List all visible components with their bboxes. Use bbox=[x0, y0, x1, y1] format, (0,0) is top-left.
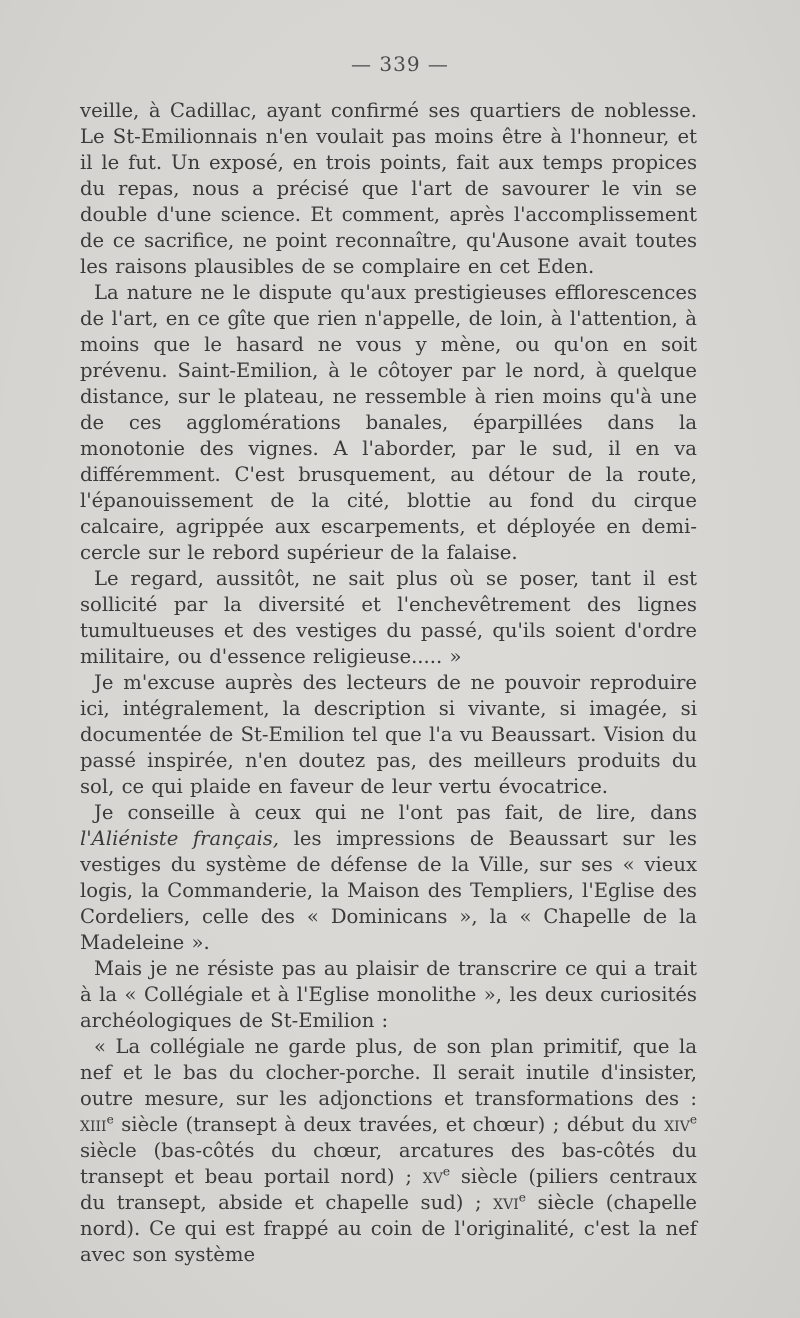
page-number: — 339 — bbox=[351, 52, 449, 76]
paragraph: veille, à Cadillac, ayant confirmé ses quartiers de noblesse. Le St-Emilionnais n'en voulait pas moins être à l'honneur, et il le fut. Un exposé, en trois points, fait aux temps propices du repas, nous a précisé que l'art de savourer le vin se double d'une science. Et comment, après l'accomplissement de ce sacrifice, ne point reconnaître, qu'Ausone avait toutes les raisons plausibles de se complaire en cet Eden. bbox=[80, 99, 697, 278]
text-run: siècle (chapelle nord). Ce qui est frappé au coin de l'originalité, c'est la nef avec son système bbox=[80, 1191, 697, 1266]
text-run: e bbox=[689, 1112, 697, 1127]
paragraph: Je m'excuse auprès des lecteurs de ne pouvoir reproduire ici, intégralement, la description si vivante, si imagée, si documentée de St-Emilion tel que l'a vu Beaussart. Vision du passé inspirée, n'en doutez pas, des meilleurs produits du sol, ce qui plaide en faveur de leur vertu évocatrice. bbox=[80, 671, 697, 798]
text-run: siècle (piliers centraux du transept, abside et chapelle sud) ; bbox=[80, 1165, 697, 1214]
text-run: les impressions de Beaussart sur les vestiges du système de défense de la Ville, sur ses « vieux logis, la Commanderie, la Maison des Templiers, l'Eglise des Cordeliers, celle des « Dominicans », la « Chapelle de la Madeleine ». bbox=[80, 827, 697, 954]
text-run: « La collégiale ne garde plus, de son plan primitif, que la nef et le bas du clocher-porche. Il serait inutile d'insister, outre mesure, sur les adjonctions et transformations des : bbox=[80, 1035, 697, 1110]
text-run: Je conseille à ceux qui ne l'ont pas fait, de lire, dans bbox=[94, 801, 697, 824]
text-run: e bbox=[106, 1112, 114, 1127]
paragraph: Le regard, aussitôt, ne sait plus où se poser, tant il est sollicité par la diversité et l'enchevêtrement des lignes tumultueuses et des vestiges du passé, qu'ils soient d'ordre militaire, ou d'essence religieuse..... » bbox=[80, 567, 697, 668]
paragraph: La nature ne le dispute qu'aux prestigieuses efflorescences de l'art, en ce gîte que rien n'appelle, de loin, à l'attention, à moins que le hasard ne vous y mène, ou qu'on en soit prévenu. Saint-Emilion, à le côtoyer par le nord, à quelque distance, sur le plateau, ne ressemble à rien moins qu'à une de ces agglomérations banales, éparpillées dans la monotonie des vignes. A l'aborder, par le sud, il en va différemment. C'est brusquement, au détour de la route, l'épanouissement de la cité, blottie au fond du cirque calcaire, agrippée aux escarpements, et déployée en demi-cercle sur le rebord supérieur de la falaise. bbox=[80, 281, 697, 564]
italic-title: l'Aliéniste français, bbox=[80, 827, 280, 850]
text-run: xvi bbox=[493, 1191, 519, 1214]
paragraph bbox=[80, 1034, 697, 1268]
text-run: xv bbox=[422, 1165, 443, 1188]
text-run: xiii bbox=[80, 1113, 107, 1136]
paragraph bbox=[80, 800, 697, 956]
paragraph: Mais je ne résiste pas au plaisir de transcrire ce qui a trait à la « Collégiale et à l'Eglise monolithe », les deux curiosités archéologiques de St-Emilion : bbox=[80, 957, 697, 1032]
text-run: siècle (bas-côtés du chœur, arcatures des bas-côtés du transept et beau portail nord) ; bbox=[80, 1139, 697, 1188]
text-run: xiv bbox=[664, 1113, 690, 1136]
text-run: e bbox=[442, 1164, 451, 1179]
body-text bbox=[80, 98, 697, 1268]
text-run: e bbox=[518, 1190, 526, 1205]
text-run: siècle (transept à deux travées, et chœur) ; début du bbox=[113, 1113, 665, 1136]
